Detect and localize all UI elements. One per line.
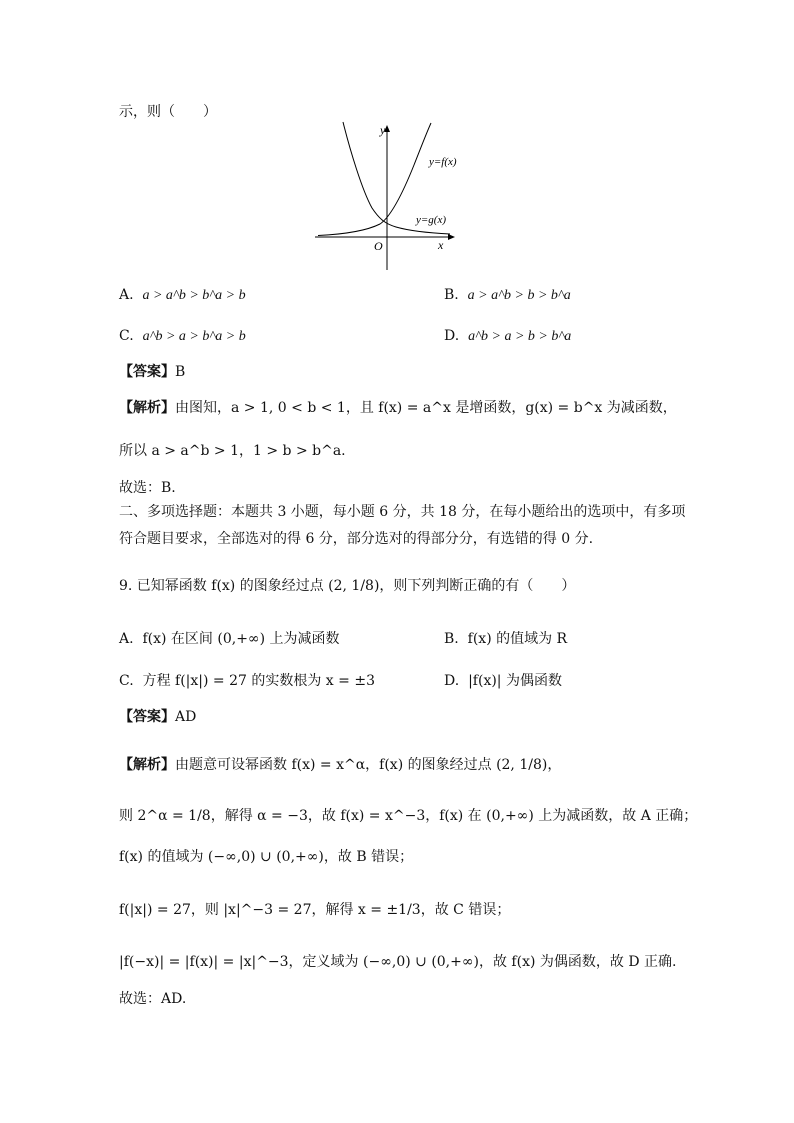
q8-option-c: [119, 326, 246, 347]
option-key: D.: [444, 328, 460, 344]
option-text: |f(x)| 为偶函数: [468, 673, 562, 689]
exponential-graph: [310, 120, 460, 280]
option-key: D.: [444, 673, 460, 689]
option-key: A.: [119, 287, 134, 303]
analysis-text: 由题意可设幂函数 f(x) = x^α，f(x) 的图象经过点 (2, 1/8)，: [175, 757, 562, 773]
q8-answer: [119, 362, 185, 382]
answer-tag: 【答案】: [119, 364, 175, 380]
q9-conclusion: 故选：AD.: [119, 991, 187, 1007]
analysis-text: 由图知，a > 1, 0 < b < 1，且 f(x) = a^x 是增函数，g(x) = b^x 为减函数，: [175, 400, 677, 416]
option-text: a > a^b > b > b^a: [467, 288, 571, 303]
option-key: A.: [119, 631, 134, 647]
answer-value: B: [175, 364, 186, 380]
section2-line-1: 二、多项选择题：本题共 3 小题，每小题 6 分，共 18 分，在每小题给出的选项中，有多项: [119, 504, 686, 520]
q9-analysis-line-2: 则 2^α = 1/8，解得 α = −3，故 f(x) = x^−3，f(x) 在 (0,+∞) 上为减函数，故 A 正确；: [119, 808, 698, 824]
option-key: C.: [119, 328, 134, 344]
q9-stem: 9. 已知幂函数 f(x) 的图象经过点 (2, 1/8)，则下列判断正确的有（ ）: [119, 578, 576, 594]
origin-label: O: [374, 239, 383, 253]
option-text: a^b > a > b^a > b: [142, 329, 246, 344]
curve-f: [318, 123, 431, 236]
answer-value: AD: [175, 709, 197, 725]
option-text: f(x) 在区间 (0,+∞) 上为减函数: [142, 631, 340, 647]
q9-option-c: [119, 671, 375, 691]
q8-option-b: [444, 285, 571, 306]
option-text: a > a^b > b^a > b: [142, 288, 246, 303]
q8-conclusion: 故选：B.: [119, 480, 176, 496]
q9-analysis-line-4: f(|x|) = 27，则 |x|^−3 = 27，解得 x = ±1/3，故 C 错误；: [119, 902, 511, 918]
q9-analysis-line-3: f(x) 的值域为 (−∞,0) ∪ (0,+∞)，故 B 错误；: [119, 849, 414, 865]
q9-analysis-line-5: |f(−x)| = |f(x)| = |x|^−3，定义域为 (−∞,0) ∪ (0,+∞)，故 f(x) 为偶函数，故 D 正确.: [119, 954, 677, 970]
option-text: f(x) 的值域为 R: [467, 631, 568, 647]
x-axis-label: x: [438, 238, 444, 252]
analysis-tag: 【解析】: [119, 400, 175, 416]
option-key: B.: [444, 631, 459, 647]
q8-option-d: [444, 326, 571, 347]
q9-option-d: [444, 671, 562, 691]
f-curve-label: y=f(x): [429, 156, 457, 168]
q8-analysis-line-2: 所以 a > a^b > 1，1 > b > b^a.: [119, 443, 346, 459]
q8-stem-tail: 示，则（ ）: [119, 104, 217, 120]
q9-option-b: [444, 629, 567, 649]
q8-option-a: [119, 285, 246, 306]
q9-answer: [119, 707, 196, 727]
q8-analysis-line-1: [119, 398, 677, 418]
y-axis-label: y: [380, 123, 386, 137]
section2-line-2: 符合题目要求，全部选对的得 6 分，部分选对的得部分分，有选错的得 0 分.: [119, 531, 594, 547]
analysis-tag: 【解析】: [119, 757, 175, 773]
g-curve-label: y=g(x): [416, 214, 447, 226]
option-key: C.: [119, 673, 134, 689]
q9-option-a: [119, 629, 340, 649]
answer-tag: 【答案】: [119, 709, 175, 725]
q9-analysis-line-1: [119, 755, 561, 775]
option-key: B.: [444, 287, 459, 303]
option-text: a^b > a > b > b^a: [468, 329, 572, 344]
x-axis-arrow: [448, 234, 455, 240]
option-text: 方程 f(|x|) = 27 的实数根为 x = ±3: [142, 673, 375, 689]
